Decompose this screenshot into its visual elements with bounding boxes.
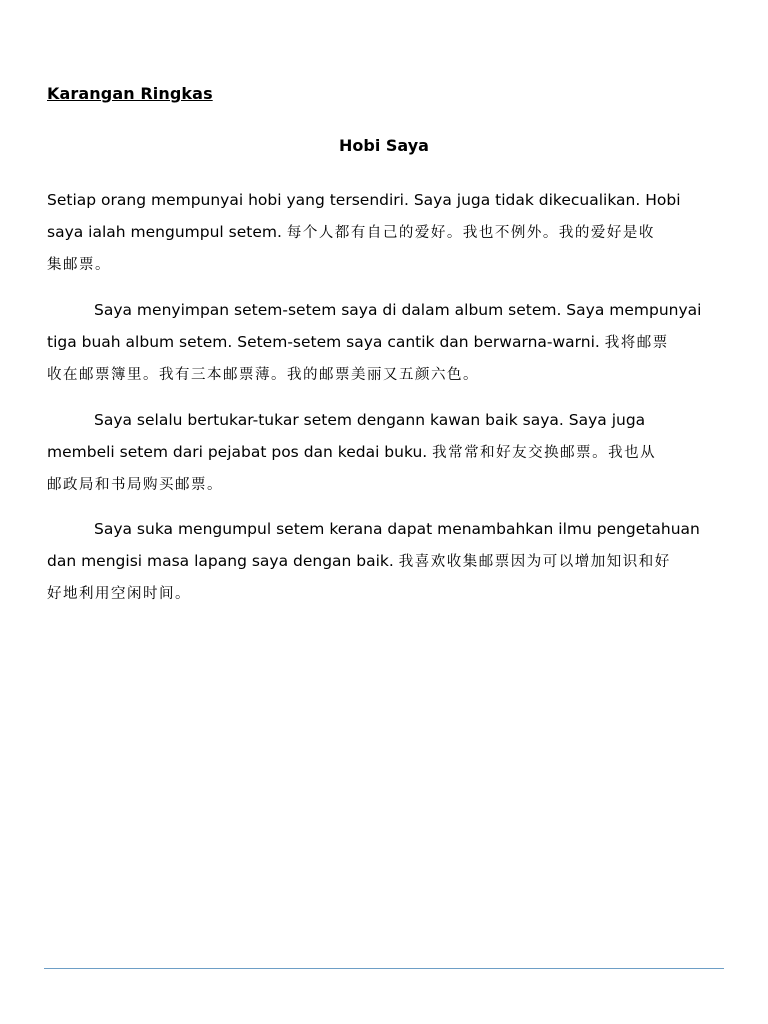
paragraph-4-chinese-start: 我喜欢收集邮票因为可以增加知识和好 <box>398 554 671 570</box>
paragraph-1-chinese-start: 每个人都有自己的爱好。我也不例外。我的爱好是收 <box>286 225 655 241</box>
paragraph-4-malay-end: dan mengisi masa lapang saya dengan baik. <box>47 552 399 570</box>
paragraph-1-chinese-end: 集邮票。 <box>47 257 111 273</box>
paragraph-1-malay-end: saya ialah mengumpul setem. <box>47 223 287 241</box>
paragraph-3-malay-end: membeli setem dari pejabat pos dan kedai buku. <box>47 443 433 461</box>
paragraph-2 <box>47 294 723 391</box>
paragraph-3-line-1: Saya selalu bertukar-tukar setem dengann kawan baik saya. Saya juga <box>94 411 646 429</box>
paragraph-4-line-2 <box>47 545 723 578</box>
paragraph-3 <box>47 404 723 501</box>
paragraph-2-chinese-end: 收在邮票簿里。我有三本邮票薄。我的邮票美丽又五颜六色。 <box>47 367 479 383</box>
paragraph-2-line-1: Saya menyimpan setem-setem saya di dalam album setem. Saya mempunyai <box>94 301 702 319</box>
paragraph-3-line-2 <box>47 436 723 469</box>
paragraph-3-chinese-end: 邮政局和书局购买邮票。 <box>47 477 223 493</box>
footer-divider <box>44 968 724 969</box>
paragraph-4-chinese-end: 好地利用空闲时间。 <box>47 586 191 602</box>
paragraph-4-line-1: Saya suka mengumpul setem kerana dapat menambahkan ilmu pengetahuan <box>94 520 700 538</box>
paragraph-4 <box>47 513 723 610</box>
paragraph-3-chinese-start: 我常常和好友交换邮票。我也从 <box>432 445 657 461</box>
paragraph-1-line-2 <box>47 216 723 249</box>
paragraph-2-malay-end: tiga buah album setem. Setem-setem saya cantik dan berwarna-warni. <box>47 333 605 351</box>
essay-title: Hobi Saya <box>339 136 429 155</box>
paragraph-2-line-2 <box>47 326 723 359</box>
document-heading: Karangan Ringkas <box>47 84 213 103</box>
paragraph-2-chinese-start: 我将邮票 <box>604 335 669 351</box>
paragraph-1 <box>47 184 723 281</box>
paragraph-1-line-1: Setiap orang mempunyai hobi yang tersendiri. Saya juga tidak dikecualikan. Hobi <box>47 191 681 209</box>
